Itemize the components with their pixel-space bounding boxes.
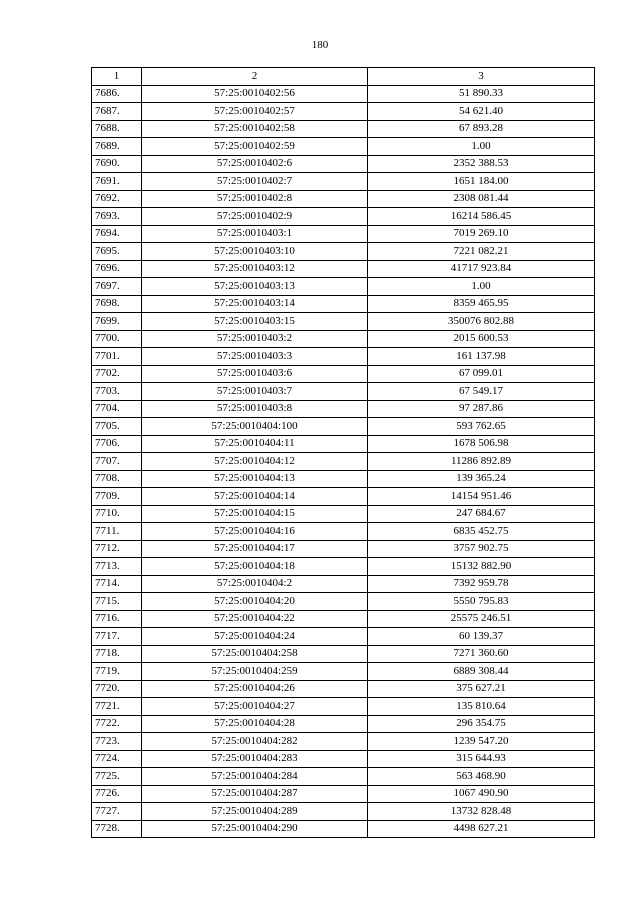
row-number-cell: 7701. [92, 348, 142, 366]
cadastral-number-cell: 57:25:0010402:56 [142, 85, 368, 103]
cadastral-value-cell: 247 684.67 [368, 505, 595, 523]
cadastral-number-cell: 57:25:0010404:15 [142, 505, 368, 523]
table-row [92, 225, 595, 243]
cadastral-value-cell: 7221 082.21 [368, 243, 595, 261]
cadastral-number-cell: 57:25:0010404:2 [142, 575, 368, 593]
row-number-cell: 7689. [92, 138, 142, 156]
cadastral-value-cell: 14154 951.46 [368, 488, 595, 506]
row-number-cell: 7695. [92, 243, 142, 261]
cadastral-number-cell: 57:25:0010404:284 [142, 768, 368, 786]
cadastral-number-cell: 57:25:0010404:18 [142, 558, 368, 576]
row-number-cell: 7686. [92, 85, 142, 103]
cadastral-value-cell: 1067 490.90 [368, 785, 595, 803]
table-row [92, 750, 595, 768]
cadastral-value-cell: 3757 902.75 [368, 540, 595, 558]
cadastral-number-cell: 57:25:0010402:6 [142, 155, 368, 173]
row-number-cell: 7700. [92, 330, 142, 348]
cadastral-number-cell: 57:25:0010404:17 [142, 540, 368, 558]
table-row [92, 593, 595, 611]
cadastral-value-cell: 13732 828.48 [368, 803, 595, 821]
cadastral-value-cell: 67 549.17 [368, 383, 595, 401]
row-number-cell: 7713. [92, 558, 142, 576]
cadastral-number-cell: 57:25:0010404:258 [142, 645, 368, 663]
cadastral-value-cell: 97 287.86 [368, 400, 595, 418]
row-number-cell: 7694. [92, 225, 142, 243]
table-row [92, 645, 595, 663]
row-number-cell: 7698. [92, 295, 142, 313]
cadastral-number-cell: 57:25:0010404:24 [142, 628, 368, 646]
row-number-cell: 7727. [92, 803, 142, 821]
table-row [92, 173, 595, 191]
cadastral-number-cell: 57:25:0010404:11 [142, 435, 368, 453]
cadastral-number-cell: 57:25:0010403:15 [142, 313, 368, 331]
cadastral-number-cell: 57:25:0010404:259 [142, 663, 368, 681]
table-row [92, 470, 595, 488]
cadastral-value-cell: 7019 269.10 [368, 225, 595, 243]
cadastral-number-cell: 57:25:0010403:2 [142, 330, 368, 348]
row-number-cell: 7726. [92, 785, 142, 803]
row-number-cell: 7704. [92, 400, 142, 418]
cadastral-value-cell: 16214 586.45 [368, 208, 595, 226]
table-row [92, 260, 595, 278]
cadastral-value-cell: 315 644.93 [368, 750, 595, 768]
row-number-cell: 7715. [92, 593, 142, 611]
table-row [92, 138, 595, 156]
table-header-row [92, 68, 595, 86]
cadastral-value-cell: 15132 882.90 [368, 558, 595, 576]
row-number-cell: 7722. [92, 715, 142, 733]
header-cell-value: 3 [368, 68, 595, 86]
cadastral-number-cell: 57:25:0010404:20 [142, 593, 368, 611]
cadastral-number-cell: 57:25:0010403:6 [142, 365, 368, 383]
cadastral-value-cell: 161 137.98 [368, 348, 595, 366]
row-number-cell: 7710. [92, 505, 142, 523]
cadastral-value-cell: 67 893.28 [368, 120, 595, 138]
cadastral-value-cell: 350076 802.88 [368, 313, 595, 331]
cadastral-value-cell: 135 810.64 [368, 698, 595, 716]
cadastral-number-cell: 57:25:0010404:26 [142, 680, 368, 698]
row-number-cell: 7690. [92, 155, 142, 173]
table-row [92, 278, 595, 296]
row-number-cell: 7725. [92, 768, 142, 786]
cadastral-value-cell: 1239 547.20 [368, 733, 595, 751]
table-body [92, 68, 595, 838]
row-number-cell: 7693. [92, 208, 142, 226]
cadastral-value-cell: 5550 795.83 [368, 593, 595, 611]
row-number-cell: 7703. [92, 383, 142, 401]
cadastral-value-cell: 8359 465.95 [368, 295, 595, 313]
table-row [92, 820, 595, 838]
cadastral-number-cell: 57:25:0010404:289 [142, 803, 368, 821]
row-number-cell: 7696. [92, 260, 142, 278]
table-row [92, 208, 595, 226]
cadastral-value-cell: 1678 506.98 [368, 435, 595, 453]
row-number-cell: 7716. [92, 610, 142, 628]
table-row [92, 418, 595, 436]
cadastral-value-cell: 7392 959.78 [368, 575, 595, 593]
table-row [92, 365, 595, 383]
row-number-cell: 7728. [92, 820, 142, 838]
cadastral-value-cell: 1.00 [368, 138, 595, 156]
table-row [92, 383, 595, 401]
cadastral-number-cell: 57:25:0010402:9 [142, 208, 368, 226]
cadastral-value-cell: 54 621.40 [368, 103, 595, 121]
table-row [92, 575, 595, 593]
cadastral-number-cell: 57:25:0010404:287 [142, 785, 368, 803]
row-number-cell: 7697. [92, 278, 142, 296]
page-number: 180 [311, 39, 329, 51]
row-number-cell: 7718. [92, 645, 142, 663]
cadastral-number-cell: 57:25:0010402:58 [142, 120, 368, 138]
cadastral-number-cell: 57:25:0010404:290 [142, 820, 368, 838]
cadastral-number-cell: 57:25:0010403:8 [142, 400, 368, 418]
row-number-cell: 7723. [92, 733, 142, 751]
cadastral-value-cell: 25575 246.51 [368, 610, 595, 628]
cadastral-value-cell: 1651 184.00 [368, 173, 595, 191]
cadastral-number-cell: 57:25:0010404:28 [142, 715, 368, 733]
table-row [92, 155, 595, 173]
cadastral-value-cell: 375 627.21 [368, 680, 595, 698]
cadastral-value-cell: 11286 892.89 [368, 453, 595, 471]
table-row [92, 243, 595, 261]
table-row [92, 453, 595, 471]
row-number-cell: 7708. [92, 470, 142, 488]
cadastral-value-cell: 2308 081.44 [368, 190, 595, 208]
table-row [92, 348, 595, 366]
row-number-cell: 7705. [92, 418, 142, 436]
table-row [92, 435, 595, 453]
cadastral-number-cell: 57:25:0010404:14 [142, 488, 368, 506]
header-cell-cadastral-number: 2 [142, 68, 368, 86]
cadastral-value-cell: 41717 923.84 [368, 260, 595, 278]
cadastral-value-table [91, 67, 595, 838]
table-row [92, 610, 595, 628]
table-row [92, 768, 595, 786]
cadastral-number-cell: 57:25:0010404:283 [142, 750, 368, 768]
table-row [92, 523, 595, 541]
table-row [92, 120, 595, 138]
row-number-cell: 7706. [92, 435, 142, 453]
row-number-cell: 7691. [92, 173, 142, 191]
table-row [92, 803, 595, 821]
row-number-cell: 7711. [92, 523, 142, 541]
row-number-cell: 7688. [92, 120, 142, 138]
cadastral-value-cell: 593 762.65 [368, 418, 595, 436]
table-row [92, 680, 595, 698]
cadastral-number-cell: 57:25:0010402:8 [142, 190, 368, 208]
cadastral-value-cell: 1.00 [368, 278, 595, 296]
cadastral-number-cell: 57:25:0010403:3 [142, 348, 368, 366]
row-number-cell: 7717. [92, 628, 142, 646]
cadastral-value-cell: 563 468.90 [368, 768, 595, 786]
cadastral-number-cell: 57:25:0010403:7 [142, 383, 368, 401]
cadastral-number-cell: 57:25:0010403:12 [142, 260, 368, 278]
table-row [92, 628, 595, 646]
table-row [92, 330, 595, 348]
header-cell-index: 1 [92, 68, 142, 86]
row-number-cell: 7699. [92, 313, 142, 331]
table-row [92, 698, 595, 716]
table-row [92, 313, 595, 331]
cadastral-number-cell: 57:25:0010404:100 [142, 418, 368, 436]
row-number-cell: 7712. [92, 540, 142, 558]
cadastral-value-cell: 4498 627.21 [368, 820, 595, 838]
table-row [92, 295, 595, 313]
row-number-cell: 7702. [92, 365, 142, 383]
table-row [92, 400, 595, 418]
row-number-cell: 7687. [92, 103, 142, 121]
cadastral-number-cell: 57:25:0010403:13 [142, 278, 368, 296]
table-row [92, 488, 595, 506]
cadastral-number-cell: 57:25:0010403:1 [142, 225, 368, 243]
cadastral-value-cell: 51 890.33 [368, 85, 595, 103]
cadastral-value-cell: 139 365.24 [368, 470, 595, 488]
cadastral-value-cell: 60 139.37 [368, 628, 595, 646]
row-number-cell: 7720. [92, 680, 142, 698]
table-row [92, 663, 595, 681]
cadastral-number-cell: 57:25:0010403:10 [142, 243, 368, 261]
table-row [92, 785, 595, 803]
row-number-cell: 7724. [92, 750, 142, 768]
table-row [92, 733, 595, 751]
table-row [92, 558, 595, 576]
cadastral-number-cell: 57:25:0010402:59 [142, 138, 368, 156]
row-number-cell: 7707. [92, 453, 142, 471]
cadastral-value-cell: 2015 600.53 [368, 330, 595, 348]
row-number-cell: 7692. [92, 190, 142, 208]
table-row [92, 190, 595, 208]
row-number-cell: 7709. [92, 488, 142, 506]
cadastral-number-cell: 57:25:0010404:22 [142, 610, 368, 628]
cadastral-value-cell: 6889 308.44 [368, 663, 595, 681]
cadastral-value-cell: 6835 452.75 [368, 523, 595, 541]
cadastral-number-cell: 57:25:0010404:13 [142, 470, 368, 488]
cadastral-number-cell: 57:25:0010404:27 [142, 698, 368, 716]
table-row [92, 540, 595, 558]
cadastral-number-cell: 57:25:0010402:7 [142, 173, 368, 191]
cadastral-value-cell: 7271 360.60 [368, 645, 595, 663]
cadastral-value-cell: 296 354.75 [368, 715, 595, 733]
table-row [92, 715, 595, 733]
row-number-cell: 7719. [92, 663, 142, 681]
cadastral-value-cell: 2352 388.53 [368, 155, 595, 173]
row-number-cell: 7714. [92, 575, 142, 593]
cadastral-number-cell: 57:25:0010403:14 [142, 295, 368, 313]
row-number-cell: 7721. [92, 698, 142, 716]
cadastral-number-cell: 57:25:0010404:16 [142, 523, 368, 541]
cadastral-number-cell: 57:25:0010402:57 [142, 103, 368, 121]
cadastral-number-cell: 57:25:0010404:12 [142, 453, 368, 471]
table-row [92, 85, 595, 103]
table-row [92, 505, 595, 523]
table-row [92, 103, 595, 121]
cadastral-number-cell: 57:25:0010404:282 [142, 733, 368, 751]
cadastral-value-cell: 67 099.01 [368, 365, 595, 383]
